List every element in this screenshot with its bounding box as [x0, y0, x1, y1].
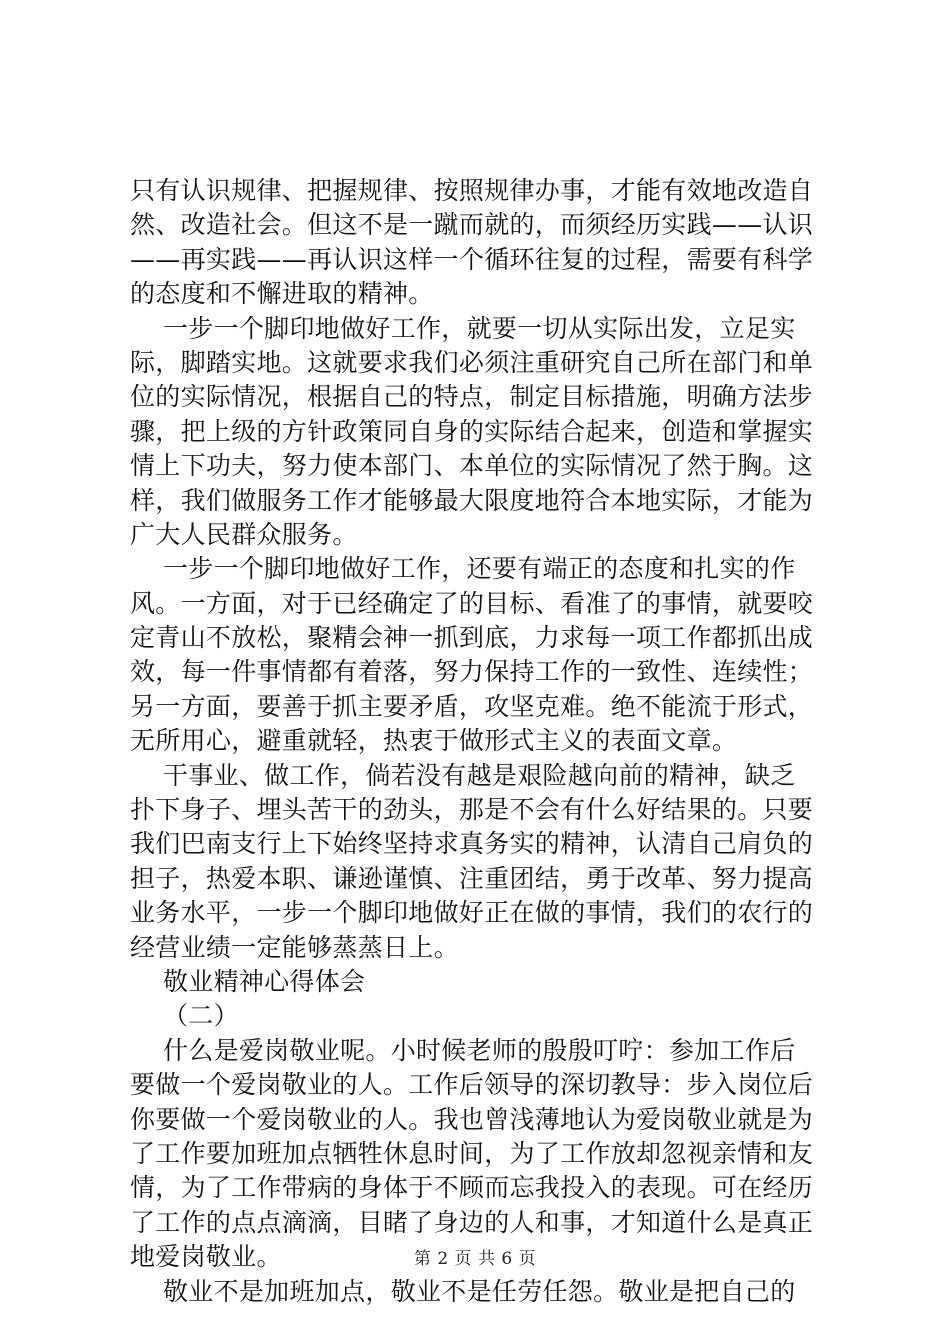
text-line: 干事业、做工作，倘若没有越是艰险越向前的精神，缺乏	[130, 760, 796, 790]
text-line: 了工作的点点滴滴，目睹了身边的人和事，才知道什么是真正	[130, 1207, 814, 1237]
text-line: （二）	[130, 1001, 239, 1031]
text-line: 扑下身子、埋头苦干的劲头，那是不会有什么好结果的。只要	[130, 795, 814, 825]
document-body	[130, 174, 830, 1309]
text-line: 情，为了工作带病的身体于不顾而忘我投入的表现。可在经历	[130, 1173, 814, 1203]
text-line: 你要做一个爱岗敬业的人。我也曾浅薄地认为爱岗敬业就是为	[130, 1104, 814, 1134]
text-line: 定青山不放松，聚精会神一抓到底，力求每一项工作都抓出成	[130, 623, 814, 653]
text-line: 样，我们做服务工作才能够最大限度地符合本地实际，才能为	[130, 485, 814, 515]
page-footer: 第 2 页 共 6 页	[413, 1249, 537, 1269]
text-line: 另一方面，要善于抓主要矛盾，攻坚克难。绝不能流于形式，	[130, 691, 814, 721]
text-line: 然、改造社会。但这不是一蹴而就的，而须经历实践——认识	[130, 210, 814, 240]
text-line: 广大人民群众服务。	[130, 519, 358, 549]
text-line: 效，每一件事情都有着落，努力保持工作的一致性、连续性；	[130, 657, 814, 687]
text-line: ——再实践——再认识这样一个循环往复的过程，需要有科学	[130, 244, 814, 274]
text-line: 只有认识规律、把握规律、按照规律办事，才能有效地改造自	[130, 176, 814, 205]
text-line: 际，脚踏实地。这就要求我们必须注重研究自己所在部门和单	[130, 347, 814, 377]
text-line: 位的实际情况，根据自己的特点，制定目标措施，明确方法步	[130, 382, 814, 412]
text-line: 经营业绩一定能够蒸蒸日上。	[130, 932, 459, 962]
text-line: 敬业精神心得体会	[130, 966, 366, 996]
text-line: 我们巴南支行上下始终坚持求真务实的精神，认清自己肩负的	[130, 829, 814, 859]
text-line: 无所用心，避重就轻，热衷于做形式主义的表面文章。	[130, 726, 738, 756]
text-line: 敬业不是加班加点，敬业不是任劳任怨。敬业是把自己的	[130, 1276, 796, 1306]
text-line: 情上下功夫，努力使本部门、本单位的实际情况了然于胸。这	[130, 451, 814, 481]
text-line: 骤，把上级的方针政策同自身的实际结合起来，创造和掌握实	[130, 416, 814, 446]
text-line: 一步一个脚印地做好工作，还要有端正的态度和扎实的作	[130, 554, 796, 584]
text-line: 地爱岗敬业。	[130, 1242, 282, 1272]
text-line: 一步一个脚印地做好工作，就要一切从实际出发，立足实	[130, 313, 796, 343]
text-line: 要做一个爱岗敬业的人。工作后领导的深切教导：步入岗位后	[130, 1070, 814, 1100]
text-line: 了工作要加班加点牺牲休息时间，为了工作放却忽视亲情和友	[130, 1138, 814, 1168]
text-line: 什么是爱岗敬业呢。小时候老师的殷殷叮咛：参加工作后	[130, 1035, 796, 1065]
text-line: 担子，热爱本职、谦逊谨慎、注重团结，勇于改革、努力提高	[130, 863, 814, 893]
text-line: 业务水平，一步一个脚印地做好正在做的事情，我们的农行的	[130, 898, 814, 928]
text-line: 的态度和不懈进取的精神。	[130, 279, 434, 309]
text-line: 风。一方面，对于已经确定了的目标、看准了的事情，就要咬	[130, 588, 814, 618]
